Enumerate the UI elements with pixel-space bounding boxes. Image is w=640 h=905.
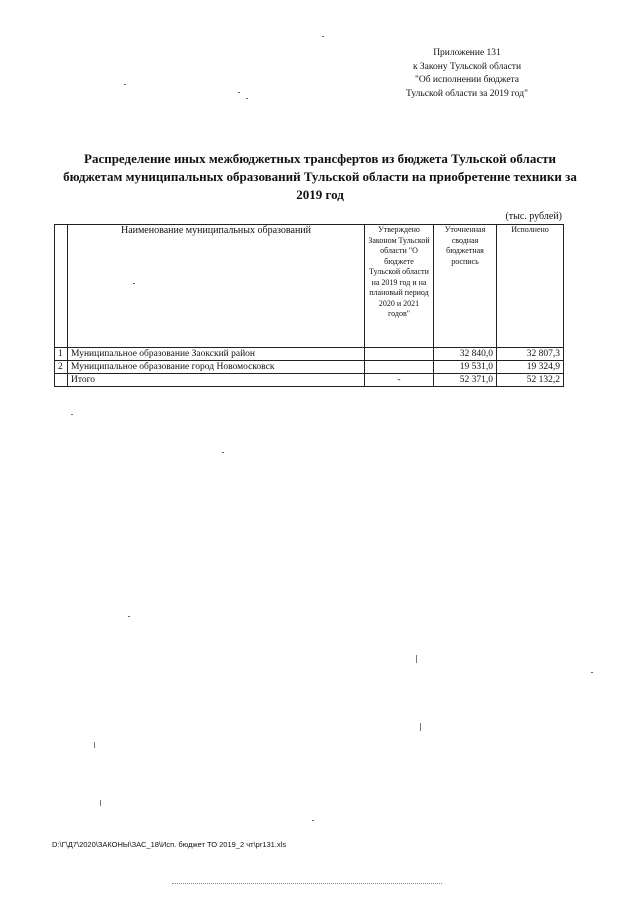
scan-speck [312,820,314,821]
appendix-line-3: "Об исполнении бюджета [414,75,520,85]
total-refined: 52 371,0 [434,374,497,387]
scan-speck [222,452,224,453]
scan-mark [420,723,421,731]
scan-speck [591,672,593,673]
row-approved [365,348,434,361]
row-approved [365,361,434,374]
transfers-table [54,224,564,387]
total-executed: 52 132,2 [497,374,564,387]
header-name: Наименование муниципальных образований [68,225,365,348]
scan-speck [124,84,126,85]
units-label: (тыс. рублей) [505,211,562,222]
scan-speck [246,98,248,99]
scan-speck [71,414,73,415]
total-approved: - [365,374,434,387]
row-name: Муниципальное образование город Новомосковск [68,361,365,374]
appendix-line-1: Приложение 131 [433,48,501,58]
row-refined: 32 840,0 [434,348,497,361]
table-row [55,348,564,361]
appendix-header [392,47,542,101]
scan-speck [238,92,240,93]
header-approved: Утверждено Законом Тульской области "О бюджете Тульской области на 2019 год и на плановый период 2020 и 2021 годов" [365,225,434,348]
scan-speck [133,283,135,284]
total-number [55,374,68,387]
row-number: 2 [55,361,68,374]
scan-mark [94,742,95,748]
scan-speck [128,616,130,617]
row-name: Муниципальное образование Заокский район [68,348,365,361]
scan-mark [416,655,417,663]
row-refined: 19 531,0 [434,361,497,374]
total-name: Итого [68,374,365,387]
header-number [55,225,68,348]
appendix-line-4: Тульской области за 2019 год" [406,88,528,99]
file-path-footer: D:\Г\Д7\2020\ЗАКОНЫ\ЗАС_18\Исп. бюджет ТО 2019_2 чт\pr131.xls [52,840,287,849]
table-header-row [55,225,564,348]
header-refined: Уточненная сводная бюджетная роспись [434,225,497,348]
total-row [55,374,564,387]
row-executed: 19 324,9 [497,361,564,374]
appendix-line-2: к Закону Тульской области [412,61,522,72]
row-executed: 32 807,3 [497,348,564,361]
scan-speck [322,36,324,37]
header-executed: Исполнено [497,225,564,348]
bottom-dotted-rule [172,883,442,884]
scan-mark [100,800,101,806]
table-row [55,361,564,374]
document-title: Распределение иных межбюджетных трансфертов из бюджета Тульской области бюджетам муниципальных образований Тульской области на приобретение техники за 2019 год [63,151,577,202]
row-number: 1 [55,348,68,361]
